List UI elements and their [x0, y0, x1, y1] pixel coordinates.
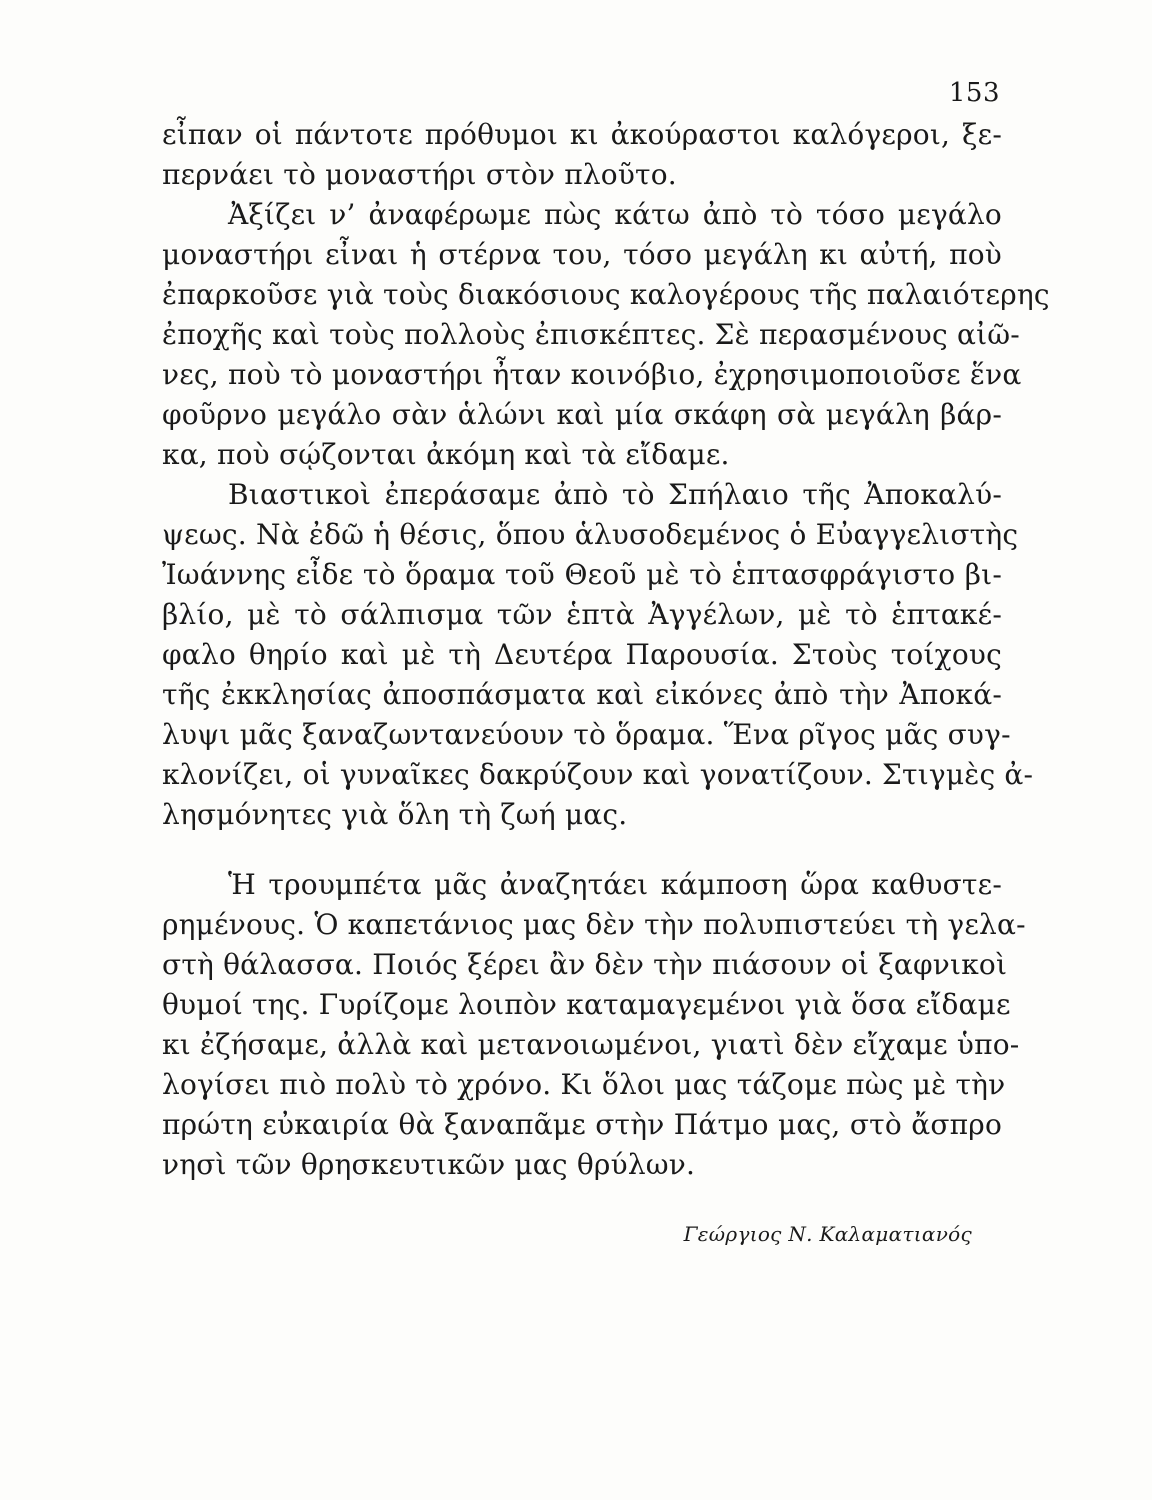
text-line: τῆς ἐκκλησίας ἀποσπάσματα καὶ εἰκόνες ἀπὸ τὴν Ἀποκά-: [162, 678, 1002, 711]
text-line: ἐπαρκοῦσε γιὰ τοὺς διακόσιους καλογέρους τῆς παλαιότερης: [162, 278, 1050, 311]
page-number: 153: [948, 78, 1000, 108]
text-line: λυψι μᾶς ξαναζωντανεύουν τὸ ὅραμα. Ἕνα ρῖγος μᾶς συγ-: [162, 718, 1011, 751]
body-text: [162, 115, 1050, 1185]
paragraph: [162, 475, 1034, 835]
text-line: φοῦρνο μεγάλο σὰν ἁλώνι καὶ μία σκάφη σὰ μεγάλη βάρ-: [162, 398, 1002, 431]
text-line: λησμόνητες γιὰ ὅλη τὴ ζωή μας.: [162, 798, 628, 831]
text-line: ψεως. Νὰ ἐδῶ ἡ θέσις, ὅπου ἁλυσοδεμένος ὁ Εὐαγγελιστὴς: [162, 518, 1019, 551]
text-line: περνάει τὸ μοναστήρι στὸν πλοῦτο.: [162, 158, 677, 191]
text-line: στὴ θάλασσα. Ποιός ξέρει ἂν δὲν τὴν πιάσουν οἱ ξαφνικοὶ: [162, 948, 1008, 981]
text-line: κλονίζει, οἱ γυναῖκες δακρύζουν καὶ γονατίζουν. Στιγμὲς ἀ-: [162, 758, 1034, 791]
text-line: θυμοί της. Γυρίζομε λοιπὸν καταμαγεμένοι γιὰ ὅσα εἴδαμε: [162, 988, 1011, 1021]
text-line: εἶπαν οἱ πάντοτε πρόθυμοι κι ἀκούραστοι καλόγεροι, ξε-: [162, 118, 1002, 151]
text-line: νησὶ τῶν θρησκευτικῶν μας θρύλων.: [162, 1148, 696, 1181]
paragraph-gap: [162, 835, 1002, 865]
text-line: Ἀξίζει ν’ ἀναφέρωμε πὼς κάτω ἀπὸ τὸ τόσο μεγάλο: [228, 198, 1002, 231]
text-line: μοναστήρι εἶναι ἡ στέρνα του, τόσο μεγάλη κι αὐτή, ποὺ: [162, 238, 1002, 271]
text-line: πρώτη εὐκαιρία θὰ ξαναπᾶμε στὴν Πάτμο μας, στὸ ἄσπρο: [162, 1108, 1002, 1141]
text-line: βλίο, μὲ τὸ σάλπισμα τῶν ἑπτὰ Ἀγγέλων, μὲ τὸ ἑπτακέ-: [162, 598, 1002, 631]
text-line: Βιαστικοὶ ἐπεράσαμε ἀπὸ τὸ Σπήλαιο τῆς Ἀποκαλύ-: [228, 478, 1002, 511]
text-line: φαλο θηρίο καὶ μὲ τὴ Δευτέρα Παρουσία. Στοὺς τοίχους: [162, 638, 1002, 671]
paragraph: [162, 195, 1050, 475]
text-line: κα, ποὺ σῴζονται ἀκόμη καὶ τὰ εἴδαμε.: [162, 438, 730, 471]
paragraph: [162, 115, 1002, 195]
text-line: νες, ποὺ τὸ μοναστήρι ἦταν κοινόβιο, ἐχρησιμοποιοῦσε ἕνα: [162, 358, 1022, 391]
text-line: Ἰωάννης εἶδε τὸ ὅραμα τοῦ Θεοῦ μὲ τὸ ἑπτασφράγιστο βι-: [162, 558, 1002, 591]
text-line: ἐποχῆς καὶ τοὺς πολλοὺς ἐπισκέπτες. Σὲ περασμένους αἰῶ-: [162, 318, 1020, 351]
text-line: λογίσει πιὸ πολὺ τὸ χρόνο. Κι ὅλοι μας τάζομε πὼς μὲ τὴν: [162, 1068, 1006, 1101]
text-line: Ἡ τρουμπέτα μᾶς ἀναζητάει κάμποση ὥρα καθυστε-: [228, 868, 1002, 901]
author-signature: Γεώργιος Ν. Καλαματιανός: [683, 1222, 972, 1246]
paragraph: [162, 865, 1026, 1185]
text-line: κι ἐζήσαμε, ἀλλὰ καὶ μετανοιωμένοι, γιατὶ δὲν εἴχαμε ὑπο-: [162, 1028, 1020, 1061]
text-line: ρημένους. Ὁ καπετάνιος μας δὲν τὴν πολυπιστεύει τὴ γελα-: [162, 908, 1026, 941]
